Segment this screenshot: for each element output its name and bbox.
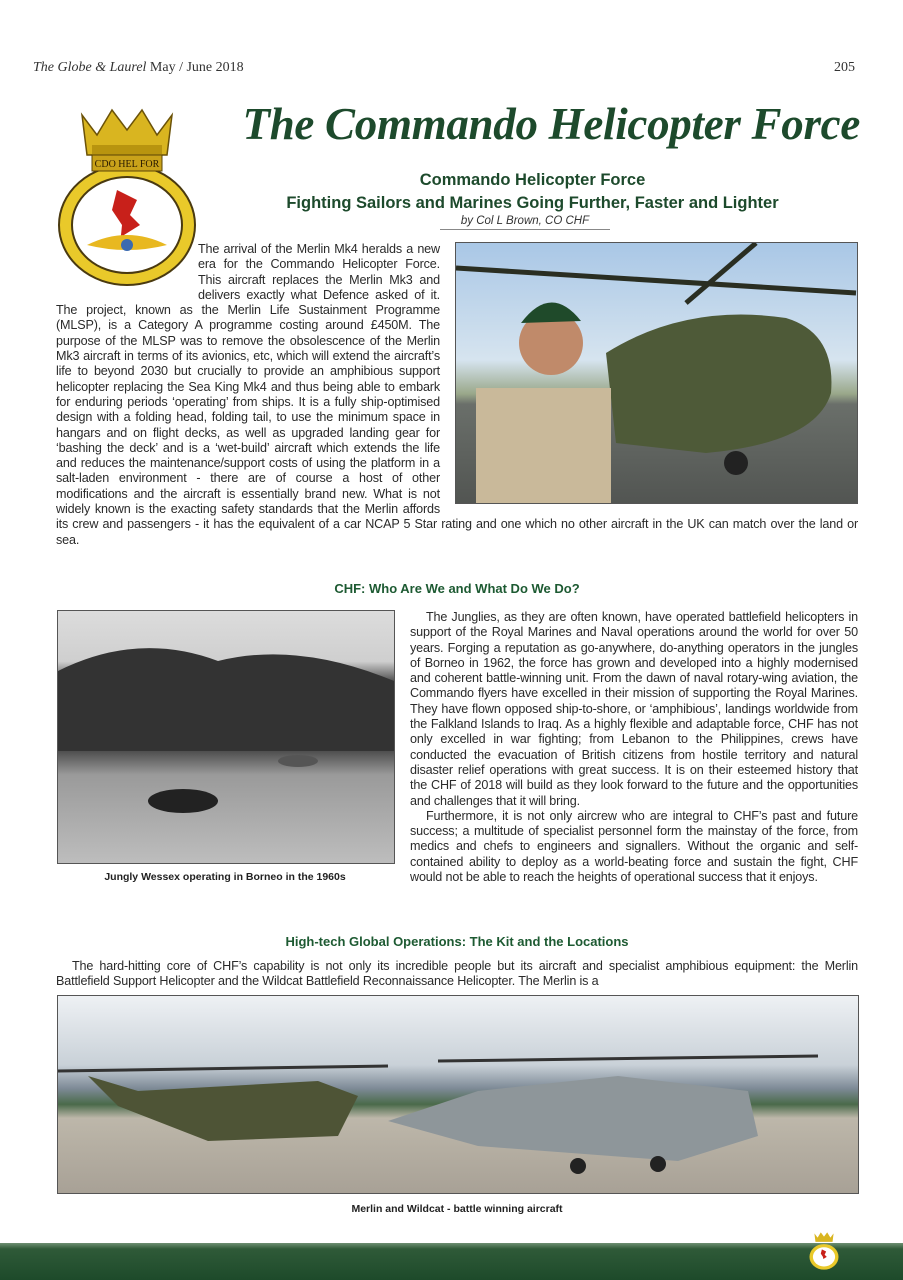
- subtitle-secondary: Fighting Sailors and Marines Going Further, Faster and Lighter: [286, 194, 779, 212]
- running-header: [33, 60, 870, 76]
- photo-merlin-and-wildcat: [57, 995, 859, 1194]
- subtitle-primary: Commando Helicopter Force: [419, 171, 646, 189]
- section1-paragraph: The arrival of the Merlin Mk4 heralds a new era for the Commando Helicopter Force. This aircraft replaces the Merlin Mk3 and delivers exactly what Defence asked of it. The project, known as the Merlin Life Sustainment Programme (MLSP), is a Category A programme costing around £450M. The purpose of the MLSP was to remove the obsolescence of the Merlin Mk3 aircraft in terms of its avionics, etc, which will extend the aircraft’s life to beyond 2030 but crucially to provide an amphibious support helicopter replacing the Sea King Mk4 and thus being able to embark for enduring periods ‘operating’ from ships. It is a fully ship-optimised design with a folding head, folding tail, to use the minimum space in hangars and on flight decks, as well as upgraded landing gear for ‘bashing the deck’ and is a ‘wet-build’ aircraft which extends the life and reduces the maintenance/support costs of using the platform in a salt-laden environment - there are of course a host of other modifications and the aircraft is essentially brand new. What is not widely known is the exacting safety standards that the Merlin affords its crew and passengers - it has the equivalent of a car NCAP 5 Star rating and one which no other aircraft in the UK can match over the land or sea.: [56, 242, 858, 547]
- section3-paragraph: The hard-hitting core of CHF’s capability is not only its incredible people but its aircraft and specialist amphibious equipment: the Merlin Battlefield Support Helicopter and the Wildcat Battlefield Reconnaissance Helicopter. The Merlin is a: [56, 959, 858, 989]
- footer-band: [0, 1243, 903, 1280]
- section2-paragraph-2: Furthermore, it is not only aircrew who are integral to CHF’s past and future success; a multitude of specialist personnel form the mainstay of the force, from medics and chefs to engineers and signallers. Without the organic and self-contained ability to deploy as a world-beating force and sustain the fight, CHF would not be able to reach the heights of operational success that it enjoys.: [410, 808, 858, 885]
- footer-crest-logo: [808, 1228, 840, 1274]
- byline: by Col L Brown, CO CHF: [440, 215, 610, 230]
- caption-merlin-wildcat: Merlin and Wildcat - battle winning aircraft: [351, 1203, 563, 1215]
- publication-name: The Globe & Laurel: [33, 60, 147, 75]
- photo-jungly-wessex-borneo: [57, 610, 395, 864]
- section2-heading: CHF: Who Are We and What Do We Do?: [334, 581, 580, 596]
- caption-wessex: Jungly Wessex operating in Borneo in the 1960s: [104, 871, 346, 883]
- section3-heading: High-tech Global Operations: The Kit and the Locations: [285, 934, 629, 949]
- section3-text: [56, 959, 858, 990]
- page-number: 205: [834, 60, 855, 75]
- photo-officer-with-merlin: [455, 242, 858, 504]
- crest-wrap-spacer: [56, 242, 198, 288]
- issue-date: May / June 2018: [149, 60, 244, 75]
- section2-paragraph-1: The Junglies, as they are often known, have operated battlefield helicopters in support of the Royal Marines and Naval operations around the world for over 50 years. Forging a reputation as go-anywhere, do-anything operators in the jungles of Borneo in 1962, the force has grown and developed into a highly modernised and coherent battle-winning unit. From the dawn of naval rotary-wing aviation, the Commando flyers have excelled in their mission of supporting the Royal Marines. They have flown opposed ship-to-shore, or ‘amphibious’, landings worldwide from the Falkland Islands to Iraq. As a highly flexible and adaptable force, CHF has not only excelled in war fighting; from Lebanon to the Philippines, crews have conducted the evacuation of British citizens from hostile territory and natural disaster relief operations with great success. It is on their esteemed history that the CHF of 2018 will build as they look forward to the future and the opportunities and challenges that it will bring.: [410, 610, 858, 808]
- crest-label: CDO HEL FOR: [94, 159, 160, 170]
- page-title: The Commando Helicopter Force: [242, 99, 860, 149]
